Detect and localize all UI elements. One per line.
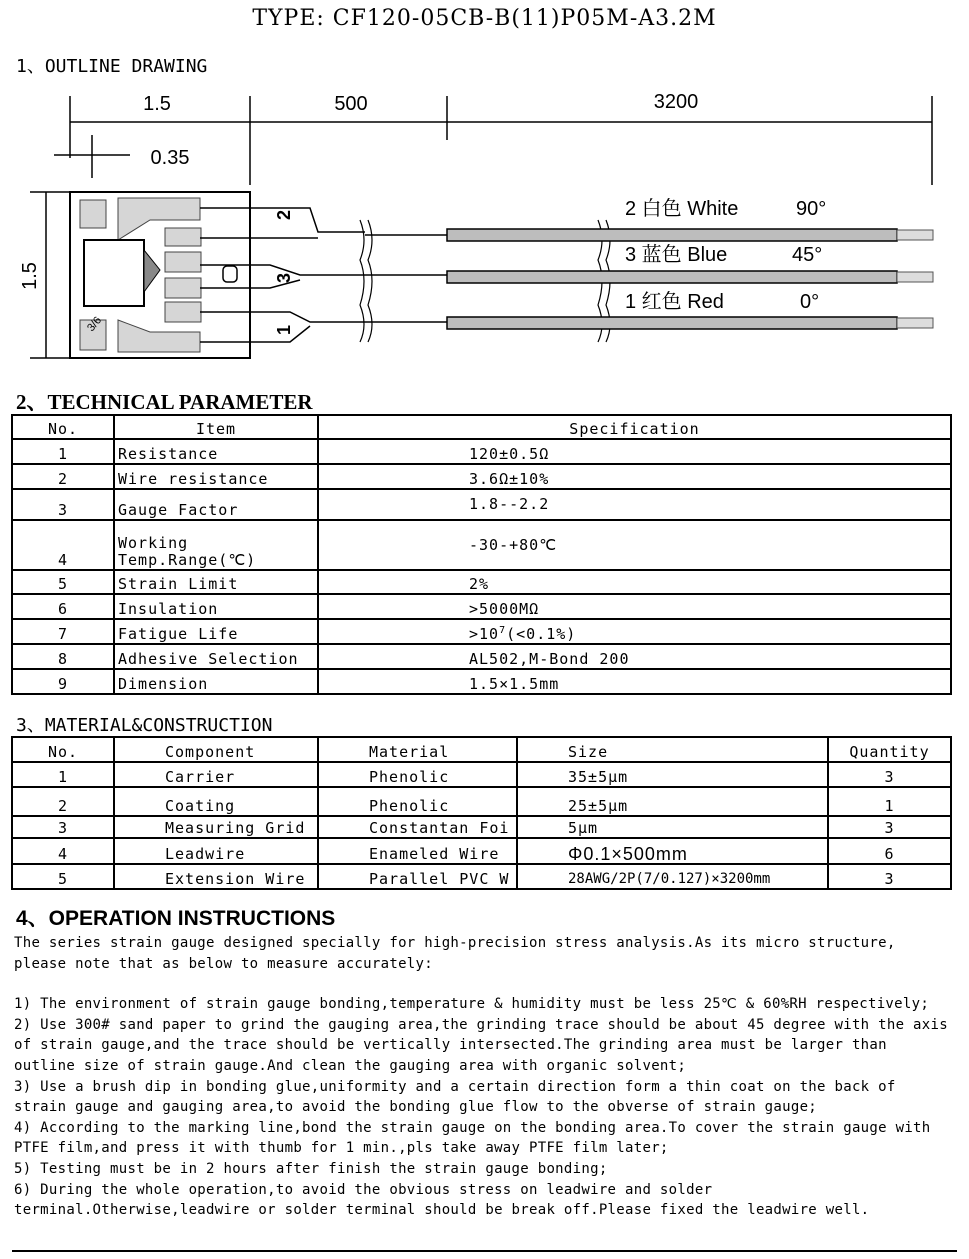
- wire-label-blue: 3 蓝色 Blue: [625, 244, 728, 266]
- wire-label-white: 2 白色 White: [625, 198, 739, 220]
- row-item: Resistance: [114, 439, 318, 464]
- section-3-heading: 3、MATERIAL&CONSTRUCTION: [16, 715, 273, 736]
- section-4-heading: 4、OPERATION INSTRUCTIONS: [16, 907, 336, 930]
- row-spec: 120±0.5Ω: [318, 439, 951, 464]
- row-size: 28AWG/2P(7/0.127)×3200mm: [517, 864, 828, 889]
- row-no: 8: [12, 644, 114, 669]
- dim-height: 1.5: [19, 262, 41, 290]
- instruction-item: 2) Use 300# sand paper to grind the gauging area,the grinding trace should be about 45 degree with the axis of strain gauge,and the trace should be vertically intersected.The grinding area must be larger than outline size of strain gauge.And clean the gauging area with organic solvent;: [14, 1016, 948, 1074]
- table-row: [12, 762, 951, 787]
- row-size: 5μm: [517, 816, 828, 838]
- instruction-item: 1) The environment of strain gauge bonding,temperature & humidity must be less 25℃ & 60%RH respectively;: [14, 996, 930, 1013]
- header-component: Component: [114, 737, 318, 762]
- row-no: 1: [12, 762, 114, 787]
- row-qty: 3: [828, 816, 951, 838]
- wire-angle-red: 0°: [800, 291, 820, 313]
- table-row: [12, 787, 951, 816]
- table-row: [12, 838, 951, 864]
- row-no: 6: [12, 594, 114, 619]
- outline-drawing: [0, 80, 969, 370]
- row-component: Coating: [114, 787, 318, 816]
- header-quantity: Quantity: [828, 737, 951, 762]
- row-item: Strain Limit: [114, 570, 318, 594]
- row-size: 25±5μm: [517, 787, 828, 816]
- row-size: Φ0.1×500mm: [517, 838, 828, 864]
- row-size: 35±5μm: [517, 762, 828, 787]
- material-construction-table: [11, 736, 952, 890]
- row-material: Phenolic: [318, 787, 517, 816]
- row-item: Insulation: [114, 594, 318, 619]
- row-no: 3: [12, 489, 114, 520]
- row-item: Fatigue Life: [114, 619, 318, 644]
- dim-pad: 1.5: [143, 93, 171, 115]
- gauge-mark: 3/6: [85, 314, 105, 334]
- table-header-row: [12, 737, 951, 762]
- section-2-heading: 2、TECHNICAL PARAMETER: [16, 390, 313, 414]
- header-material: Material: [318, 737, 517, 762]
- row-component: Carrier: [114, 762, 318, 787]
- row-spec: 2%: [318, 570, 951, 594]
- pin-label-2: 2: [274, 209, 294, 220]
- table-row: [12, 520, 951, 570]
- spec-rest: (<0.1%): [506, 625, 577, 643]
- row-no: 5: [12, 864, 114, 889]
- wire-label-red: 1 红色 Red: [625, 291, 724, 313]
- pin-label-3: 3: [274, 272, 294, 283]
- table-row: [12, 439, 951, 464]
- paragraph-spacer: [14, 974, 954, 994]
- row-item: [114, 520, 318, 570]
- intro-paragraph: The series strain gauge designed specially for high-precision stress analysis.As its micro structure, please note that as below to measure accurately:: [14, 935, 896, 972]
- row-spec: [318, 619, 951, 644]
- row-item: Dimension: [114, 669, 318, 694]
- row-qty: 3: [828, 762, 951, 787]
- row-no: 2: [12, 464, 114, 489]
- table-row: [12, 644, 951, 669]
- row-item-line2: Temp.Range(℃): [118, 551, 257, 569]
- row-spec: 3.6Ω±10%: [318, 464, 951, 489]
- row-qty: 6: [828, 838, 951, 864]
- header-spec: Specification: [318, 415, 951, 439]
- row-component: Leadwire: [114, 838, 318, 864]
- dim-pitch: 0.35: [150, 147, 190, 169]
- row-no: 1: [12, 439, 114, 464]
- table-row: [12, 570, 951, 594]
- wire-angle-blue: 45°: [792, 244, 823, 266]
- row-spec: 1.5×1.5mm: [318, 669, 951, 694]
- row-spec: AL502,M-Bond 200: [318, 644, 951, 669]
- row-spec: 1.8--2.2: [318, 489, 951, 520]
- row-item-line1: Working: [118, 534, 189, 552]
- table-row: [12, 464, 951, 489]
- pin-label-1: 1: [274, 324, 294, 335]
- instruction-item: 4) According to the marking line,bond the strain gauge on the bonding area.To cover the strain gauge with PTFE film,and press it with thumb for 1 min.,pls take away PTFE film later;: [14, 1119, 931, 1157]
- operation-instructions: [14, 933, 954, 1221]
- row-material: Parallel PVC W: [318, 864, 517, 889]
- document-title: TYPE: CF120-05CB-B(11)P05M-A3.2M: [252, 6, 717, 31]
- row-no: 3: [12, 816, 114, 838]
- row-qty: 3: [828, 864, 951, 889]
- header-no: No.: [12, 415, 114, 439]
- header-no: No.: [12, 737, 114, 762]
- instruction-item: 3) Use a brush dip in bonding glue,uniformity and a certain direction form a thin coat on the back of strain gauge and gauging area,to avoid the bonding glue flow to the obverse of strain gauge;: [14, 1078, 896, 1116]
- header-item: Item: [114, 415, 318, 439]
- bottom-rule: [12, 1250, 957, 1252]
- table-row: [12, 619, 951, 644]
- table-row: [12, 864, 951, 889]
- instruction-item: 6) During the whole operation,to avoid the obvious stress on leadwire and solder terminal.Otherwise,leadwire or solder terminal should be break off.Please fixed the leadwire well.: [14, 1181, 870, 1219]
- row-spec: >5000MΩ: [318, 594, 951, 619]
- wire-angle-white: 90°: [796, 198, 827, 220]
- row-item: Adhesive Selection: [114, 644, 318, 669]
- row-item: Gauge Factor: [114, 489, 318, 520]
- header-size: Size: [517, 737, 828, 762]
- row-no: 4: [12, 520, 114, 570]
- row-material: Constantan Foi: [318, 816, 517, 838]
- row-qty: 1: [828, 787, 951, 816]
- row-item: Wire resistance: [114, 464, 318, 489]
- instruction-item: 5) Testing must be in 2 hours after finish the strain gauge bonding;: [14, 1160, 608, 1177]
- row-spec: -30-+80℃: [318, 520, 951, 570]
- table-row: [12, 816, 951, 838]
- row-no: 5: [12, 570, 114, 594]
- spec-base: >10: [469, 625, 500, 643]
- spec-exponent: 7: [499, 625, 507, 636]
- row-no: 7: [12, 619, 114, 644]
- row-component: Measuring Grid: [114, 816, 318, 838]
- technical-parameter-table: [11, 414, 952, 695]
- row-component: Extension Wire: [114, 864, 318, 889]
- table-header-row: [12, 415, 951, 439]
- table-row: [12, 594, 951, 619]
- dim-extension: 3200: [653, 91, 699, 113]
- row-no: 9: [12, 669, 114, 694]
- row-material: Phenolic: [318, 762, 517, 787]
- row-material: Enameled Wire: [318, 838, 517, 864]
- table-row: [12, 669, 951, 694]
- dim-leadwire: 500: [334, 93, 368, 115]
- row-no: 4: [12, 838, 114, 864]
- row-no: 2: [12, 787, 114, 816]
- table-row: [12, 489, 951, 520]
- section-1-heading: 1、OUTLINE DRAWING: [16, 56, 208, 77]
